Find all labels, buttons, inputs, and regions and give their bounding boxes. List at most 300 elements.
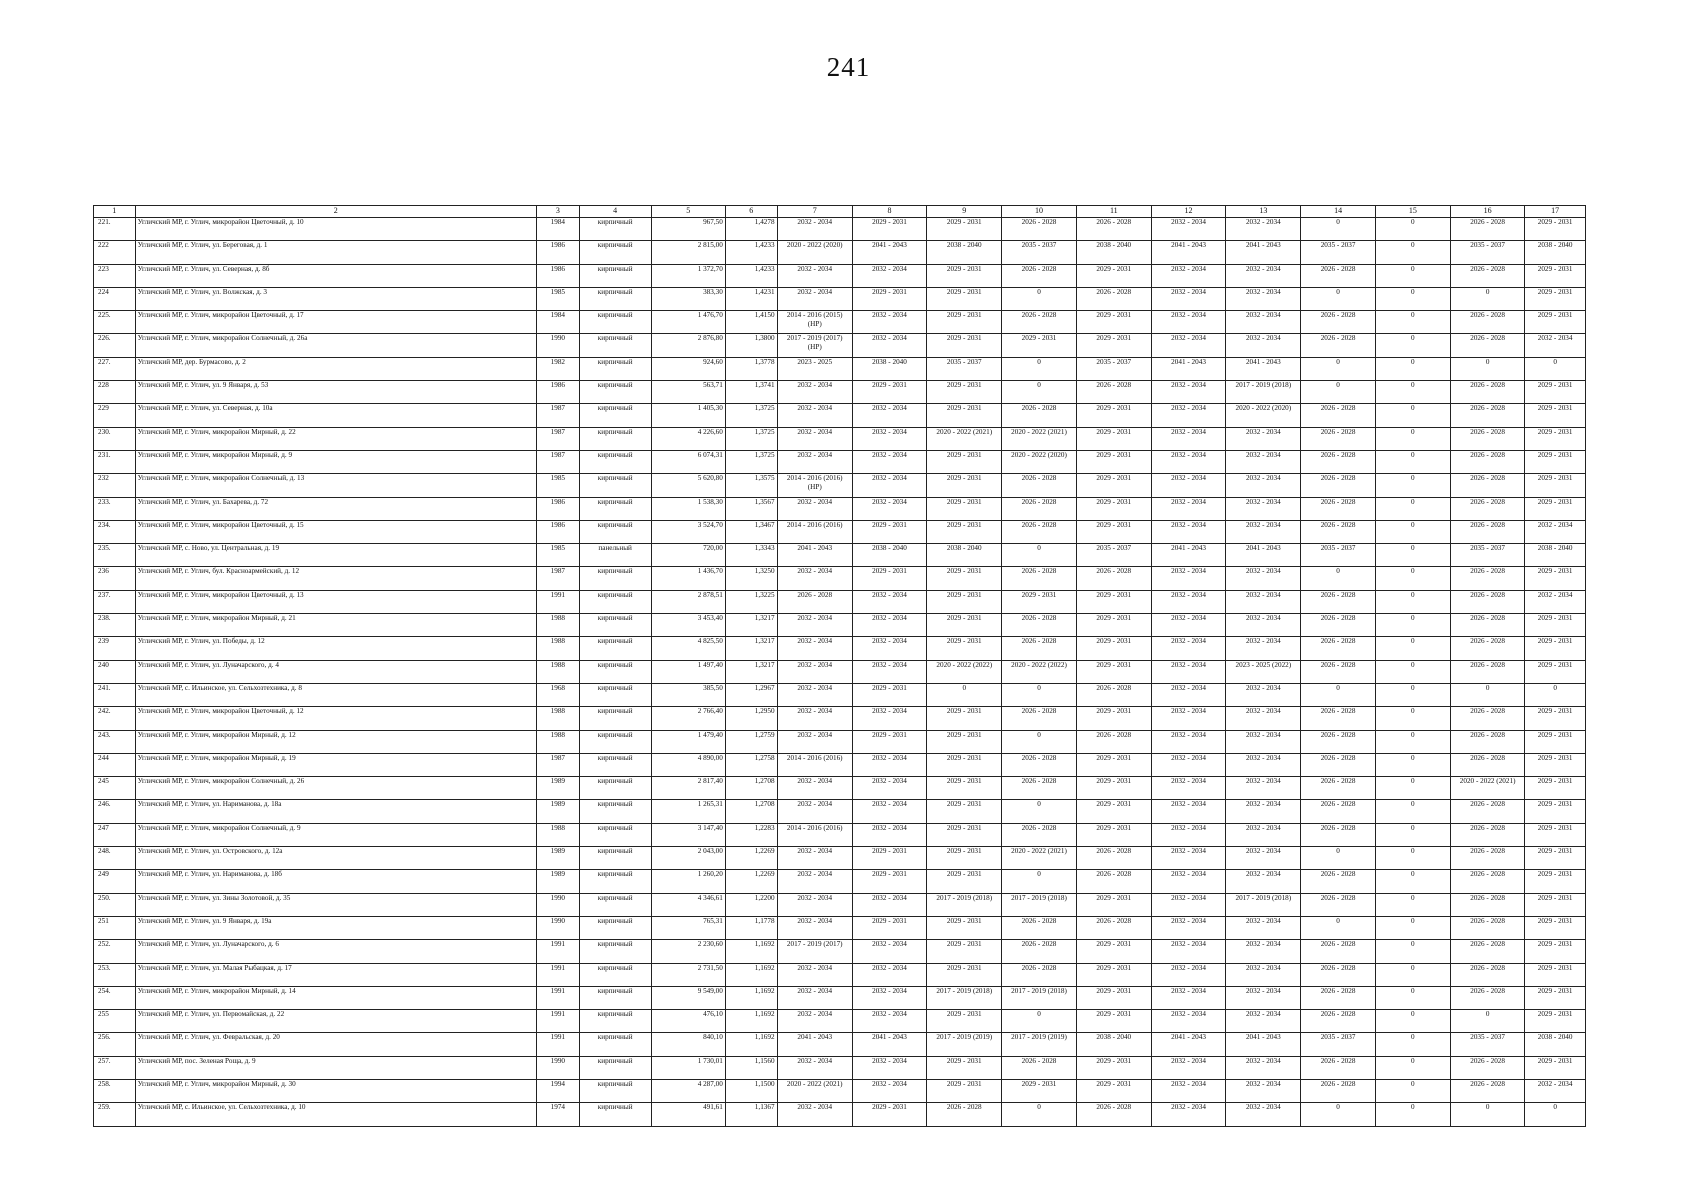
period-col-9-cell: 2029 - 2031	[927, 311, 1002, 334]
area-cell: 2 043,00	[651, 847, 725, 870]
period-col-16-cell: 2035 - 2037	[1451, 1033, 1525, 1056]
address-cell: Угличский МР, г. Углич, микрорайон Мирный, д. 22	[135, 427, 536, 450]
address-cell: Угличский МР, с. Ново, ул. Центральная, д. 19	[135, 544, 536, 567]
period-col-14-cell: 0	[1301, 1103, 1375, 1126]
priority-index-cell: 1,3217	[725, 614, 777, 637]
period-col-13-cell: 2032 - 2034	[1226, 264, 1301, 287]
period-col-17-cell: 2029 - 2031	[1525, 986, 1586, 1009]
period-col-17-cell: 2029 - 2031	[1525, 381, 1586, 404]
period-col-11-cell: 2029 - 2031	[1076, 800, 1151, 823]
period-col-16-cell: 0	[1451, 1010, 1525, 1033]
area-cell: 2 731,50	[651, 963, 725, 986]
column-header-6: 6	[725, 206, 777, 218]
period-col-9-cell: 2038 - 2040	[927, 241, 1002, 264]
build-year-cell: 1990	[536, 916, 579, 939]
build-year-cell: 1989	[536, 777, 579, 800]
period-col-14-cell: 2026 - 2028	[1301, 707, 1375, 730]
period-col-10-cell: 2026 - 2028	[1002, 940, 1076, 963]
period-col-15-cell: 0	[1375, 311, 1450, 334]
period-col-9-cell: 2029 - 2031	[927, 847, 1002, 870]
address-cell: Угличский МР, г. Углич, микрорайон Солнечный, д. 9	[135, 823, 536, 846]
period-col-14-cell: 2026 - 2028	[1301, 404, 1375, 427]
period-col-10-cell: 2026 - 2028	[1002, 637, 1076, 660]
period-col-8-cell: 2029 - 2031	[852, 218, 926, 241]
period-col-13-cell: 2032 - 2034	[1226, 940, 1301, 963]
column-header-15: 15	[1375, 206, 1450, 218]
period-col-14-cell: 2035 - 2037	[1301, 544, 1375, 567]
build-year-cell: 1986	[536, 241, 579, 264]
period-col-8-cell: 2032 - 2034	[852, 777, 926, 800]
period-col-9-cell: 2029 - 2031	[927, 1079, 1002, 1102]
build-year-cell: 1990	[536, 1056, 579, 1079]
period-col-12-cell: 2032 - 2034	[1151, 334, 1225, 357]
address-cell: Угличский МР, с. Ильинское, ул. Сельхозтехника, д. 8	[135, 683, 536, 706]
period-col-16-cell: 2026 - 2028	[1451, 497, 1525, 520]
column-header-16: 16	[1451, 206, 1525, 218]
period-col-11-cell: 2029 - 2031	[1076, 474, 1151, 497]
period-col-8-cell: 2038 - 2040	[852, 544, 926, 567]
period-col-8-cell: 2032 - 2034	[852, 823, 926, 846]
priority-index-cell: 1,3725	[725, 404, 777, 427]
wall-material-cell: кирпичный	[579, 637, 651, 660]
period-col-10-cell: 2020 - 2022 (2021)	[1002, 427, 1076, 450]
table-row	[94, 287, 1586, 310]
period-col-15-cell: 0	[1375, 847, 1450, 870]
priority-index-cell: 1,1692	[725, 963, 777, 986]
priority-index-cell: 1,2708	[725, 800, 777, 823]
wall-material-cell: кирпичный	[579, 1010, 651, 1033]
area-cell: 720,00	[651, 544, 725, 567]
period-col-12-cell: 2032 - 2034	[1151, 986, 1225, 1009]
build-year-cell: 1985	[536, 544, 579, 567]
period-col-8-cell: 2029 - 2031	[852, 916, 926, 939]
period-col-11-cell: 2029 - 2031	[1076, 893, 1151, 916]
period-col-11-cell: 2029 - 2031	[1076, 1079, 1151, 1102]
period-col-15-cell: 0	[1375, 590, 1450, 613]
build-year-cell: 1968	[536, 683, 579, 706]
wall-material-cell: кирпичный	[579, 730, 651, 753]
period-col-16-cell: 2026 - 2028	[1451, 218, 1525, 241]
period-col-13-cell: 2032 - 2034	[1226, 427, 1301, 450]
period-col-12-cell: 2032 - 2034	[1151, 427, 1225, 450]
period-col-12-cell: 2032 - 2034	[1151, 381, 1225, 404]
address-cell: Угличский МР, г. Углич, микрорайон Мирный, д. 30	[135, 1079, 536, 1102]
table-row	[94, 1103, 1586, 1126]
period-col-14-cell: 0	[1301, 916, 1375, 939]
build-year-cell: 1984	[536, 218, 579, 241]
period-col-7-cell: 2032 - 2034	[777, 683, 852, 706]
row-number-cell: 253.	[94, 963, 136, 986]
period-col-10-cell: 2026 - 2028	[1002, 264, 1076, 287]
period-col-7-cell: 2032 - 2034	[777, 847, 852, 870]
period-col-16-cell: 2026 - 2028	[1451, 986, 1525, 1009]
period-col-11-cell: 2029 - 2031	[1076, 753, 1151, 776]
period-col-7-cell: 2032 - 2034	[777, 870, 852, 893]
row-number-cell: 226.	[94, 334, 136, 357]
priority-index-cell: 1,1560	[725, 1056, 777, 1079]
period-col-9-cell: 2038 - 2040	[927, 544, 1002, 567]
period-col-9-cell: 2020 - 2022 (2022)	[927, 660, 1002, 683]
period-col-14-cell: 2026 - 2028	[1301, 963, 1375, 986]
build-year-cell: 1991	[536, 963, 579, 986]
period-col-8-cell: 2032 - 2034	[852, 474, 926, 497]
period-col-15-cell: 0	[1375, 893, 1450, 916]
period-col-12-cell: 2032 - 2034	[1151, 730, 1225, 753]
period-col-9-cell: 2029 - 2031	[927, 450, 1002, 473]
column-header-7: 7	[777, 206, 852, 218]
period-col-9-cell: 2020 - 2022 (2021)	[927, 427, 1002, 450]
period-col-7-cell: 2032 - 2034	[777, 963, 852, 986]
period-col-9-cell: 2029 - 2031	[927, 590, 1002, 613]
wall-material-cell: кирпичный	[579, 963, 651, 986]
row-number-cell: 248.	[94, 847, 136, 870]
period-col-8-cell: 2032 - 2034	[852, 986, 926, 1009]
period-col-12-cell: 2032 - 2034	[1151, 893, 1225, 916]
priority-index-cell: 1,3225	[725, 590, 777, 613]
column-header-11: 11	[1076, 206, 1151, 218]
period-col-11-cell: 2026 - 2028	[1076, 847, 1151, 870]
period-col-9-cell: 2029 - 2031	[927, 264, 1002, 287]
period-col-9-cell: 2029 - 2031	[927, 823, 1002, 846]
period-col-7-cell: 2032 - 2034	[777, 893, 852, 916]
priority-index-cell: 1,1778	[725, 916, 777, 939]
period-col-13-cell: 2032 - 2034	[1226, 474, 1301, 497]
period-col-14-cell: 2026 - 2028	[1301, 777, 1375, 800]
period-col-17-cell: 2038 - 2040	[1525, 1033, 1586, 1056]
table-row	[94, 357, 1586, 380]
priority-index-cell: 1,2950	[725, 707, 777, 730]
table-row	[94, 963, 1586, 986]
period-col-15-cell: 0	[1375, 707, 1450, 730]
address-cell: Угличский МР, г. Углич, ул. Луначарского, д. 4	[135, 660, 536, 683]
period-col-15-cell: 0	[1375, 683, 1450, 706]
period-col-7-cell: 2020 - 2022 (2021)	[777, 1079, 852, 1102]
period-col-16-cell: 2026 - 2028	[1451, 474, 1525, 497]
period-col-9-cell: 2029 - 2031	[927, 800, 1002, 823]
period-col-13-cell: 2023 - 2025 (2022)	[1226, 660, 1301, 683]
period-col-12-cell: 2032 - 2034	[1151, 1010, 1225, 1033]
address-cell: Угличский МР, г. Углич, ул. Луначарского, д. 6	[135, 940, 536, 963]
period-col-16-cell: 2026 - 2028	[1451, 404, 1525, 427]
period-col-11-cell: 2029 - 2031	[1076, 660, 1151, 683]
period-col-8-cell: 2029 - 2031	[852, 567, 926, 590]
period-col-17-cell: 2029 - 2031	[1525, 450, 1586, 473]
period-col-17-cell: 2029 - 2031	[1525, 753, 1586, 776]
row-number-cell: 228	[94, 381, 136, 404]
row-number-cell: 238.	[94, 614, 136, 637]
period-col-17-cell: 2029 - 2031	[1525, 404, 1586, 427]
period-col-8-cell: 2032 - 2034	[852, 753, 926, 776]
area-cell: 765,31	[651, 916, 725, 939]
period-col-14-cell: 2026 - 2028	[1301, 1079, 1375, 1102]
table-row	[94, 241, 1586, 264]
period-col-16-cell: 2026 - 2028	[1451, 707, 1525, 730]
period-col-9-cell: 2029 - 2031	[927, 777, 1002, 800]
period-col-13-cell: 2032 - 2034	[1226, 916, 1301, 939]
period-col-12-cell: 2032 - 2034	[1151, 450, 1225, 473]
row-number-cell: 222	[94, 241, 136, 264]
period-col-14-cell: 0	[1301, 218, 1375, 241]
area-cell: 4 226,60	[651, 427, 725, 450]
period-col-7-cell: 2014 - 2016 (2016)	[777, 823, 852, 846]
period-col-15-cell: 0	[1375, 1033, 1450, 1056]
priority-index-cell: 1,3567	[725, 497, 777, 520]
period-col-14-cell: 2026 - 2028	[1301, 474, 1375, 497]
priority-index-cell: 1,4233	[725, 264, 777, 287]
table-row	[94, 404, 1586, 427]
period-col-8-cell: 2032 - 2034	[852, 963, 926, 986]
row-number-cell: 256.	[94, 1033, 136, 1056]
address-cell: Угличский МР, г. Углич, бул. Красноармейский, д. 12	[135, 567, 536, 590]
period-col-10-cell: 2029 - 2031	[1002, 1079, 1076, 1102]
wall-material-cell: кирпичный	[579, 753, 651, 776]
wall-material-cell: кирпичный	[579, 707, 651, 730]
address-cell: Угличский МР, г. Углич, ул. Нариманова, д. 18б	[135, 870, 536, 893]
period-col-17-cell: 2029 - 2031	[1525, 1056, 1586, 1079]
period-col-16-cell: 2026 - 2028	[1451, 870, 1525, 893]
row-number-cell: 230.	[94, 427, 136, 450]
period-col-16-cell: 2026 - 2028	[1451, 730, 1525, 753]
period-col-12-cell: 2032 - 2034	[1151, 870, 1225, 893]
period-col-9-cell: 2029 - 2031	[927, 707, 1002, 730]
period-col-10-cell: 2029 - 2031	[1002, 334, 1076, 357]
period-col-13-cell: 2032 - 2034	[1226, 311, 1301, 334]
priority-index-cell: 1,4150	[725, 311, 777, 334]
period-col-7-cell: 2014 - 2016 (2016) (НР)	[777, 474, 852, 497]
period-col-13-cell: 2032 - 2034	[1226, 334, 1301, 357]
period-col-11-cell: 2026 - 2028	[1076, 916, 1151, 939]
period-col-17-cell: 2032 - 2034	[1525, 334, 1586, 357]
row-number-cell: 221.	[94, 218, 136, 241]
area-cell: 383,30	[651, 287, 725, 310]
address-cell: Угличский МР, г. Углич, микрорайон Цветочный, д. 15	[135, 520, 536, 543]
period-col-17-cell: 2029 - 2031	[1525, 474, 1586, 497]
table-body	[94, 218, 1586, 1127]
wall-material-cell: кирпичный	[579, 683, 651, 706]
period-col-14-cell: 2026 - 2028	[1301, 660, 1375, 683]
period-col-17-cell: 2029 - 2031	[1525, 1010, 1586, 1033]
period-col-14-cell: 2026 - 2028	[1301, 497, 1375, 520]
period-col-14-cell: 0	[1301, 287, 1375, 310]
period-col-14-cell: 2026 - 2028	[1301, 800, 1375, 823]
period-col-13-cell: 2032 - 2034	[1226, 847, 1301, 870]
column-header-5: 5	[651, 206, 725, 218]
build-year-cell: 1987	[536, 567, 579, 590]
period-col-15-cell: 0	[1375, 1056, 1450, 1079]
period-col-15-cell: 0	[1375, 1079, 1450, 1102]
period-col-12-cell: 2032 - 2034	[1151, 753, 1225, 776]
period-col-12-cell: 2032 - 2034	[1151, 707, 1225, 730]
period-col-14-cell: 2026 - 2028	[1301, 986, 1375, 1009]
period-col-17-cell: 2029 - 2031	[1525, 870, 1586, 893]
period-col-11-cell: 2029 - 2031	[1076, 590, 1151, 613]
period-col-11-cell: 2026 - 2028	[1076, 1103, 1151, 1126]
period-col-10-cell: 2020 - 2022 (2020)	[1002, 450, 1076, 473]
period-col-16-cell: 0	[1451, 683, 1525, 706]
period-col-13-cell: 2041 - 2043	[1226, 544, 1301, 567]
address-cell: Угличский МР, г. Углич, ул. Зины Золотовой, д. 35	[135, 893, 536, 916]
build-year-cell: 1989	[536, 847, 579, 870]
table-row	[94, 847, 1586, 870]
row-number-cell: 247	[94, 823, 136, 846]
period-col-14-cell: 0	[1301, 683, 1375, 706]
period-col-8-cell: 2032 - 2034	[852, 940, 926, 963]
period-col-14-cell: 2026 - 2028	[1301, 730, 1375, 753]
address-cell: Угличский МР, г. Углич, микрорайон Мирный, д. 14	[135, 986, 536, 1009]
period-col-17-cell: 2029 - 2031	[1525, 427, 1586, 450]
priority-index-cell: 1,3250	[725, 567, 777, 590]
priority-index-cell: 1,1692	[725, 986, 777, 1009]
priority-index-cell: 1,2758	[725, 753, 777, 776]
priority-index-cell: 1,4233	[725, 241, 777, 264]
build-year-cell: 1991	[536, 940, 579, 963]
table-row	[94, 497, 1586, 520]
period-col-9-cell: 2029 - 2031	[927, 637, 1002, 660]
period-col-10-cell: 2020 - 2022 (2021)	[1002, 847, 1076, 870]
period-col-16-cell: 2026 - 2028	[1451, 916, 1525, 939]
period-col-14-cell: 2026 - 2028	[1301, 1056, 1375, 1079]
row-number-cell: 257.	[94, 1056, 136, 1079]
priority-index-cell: 1,2967	[725, 683, 777, 706]
period-col-8-cell: 2029 - 2031	[852, 381, 926, 404]
wall-material-cell: кирпичный	[579, 474, 651, 497]
area-cell: 3 524,70	[651, 520, 725, 543]
period-col-13-cell: 2032 - 2034	[1226, 637, 1301, 660]
area-cell: 2 815,00	[651, 241, 725, 264]
period-col-14-cell: 2026 - 2028	[1301, 311, 1375, 334]
period-col-11-cell: 2029 - 2031	[1076, 637, 1151, 660]
period-col-14-cell: 2026 - 2028	[1301, 264, 1375, 287]
period-col-12-cell: 2032 - 2034	[1151, 614, 1225, 637]
period-col-13-cell: 2032 - 2034	[1226, 614, 1301, 637]
wall-material-cell: кирпичный	[579, 847, 651, 870]
row-number-cell: 242.	[94, 707, 136, 730]
period-col-10-cell: 2026 - 2028	[1002, 474, 1076, 497]
table-row	[94, 264, 1586, 287]
period-col-15-cell: 0	[1375, 986, 1450, 1009]
row-number-cell: 227.	[94, 357, 136, 380]
period-col-16-cell: 2026 - 2028	[1451, 381, 1525, 404]
period-col-17-cell: 2029 - 2031	[1525, 497, 1586, 520]
priority-index-cell: 1,3575	[725, 474, 777, 497]
period-col-12-cell: 2032 - 2034	[1151, 287, 1225, 310]
period-col-10-cell: 0	[1002, 730, 1076, 753]
period-col-10-cell: 2029 - 2031	[1002, 590, 1076, 613]
area-cell: 4 890,00	[651, 753, 725, 776]
period-col-7-cell: 2014 - 2016 (2015) (НР)	[777, 311, 852, 334]
address-cell: Угличский МР, г. Углич, ул. Северная, д. 8б	[135, 264, 536, 287]
period-col-17-cell: 2029 - 2031	[1525, 823, 1586, 846]
period-col-8-cell: 2038 - 2040	[852, 357, 926, 380]
period-col-7-cell: 2032 - 2034	[777, 264, 852, 287]
row-number-cell: 259.	[94, 1103, 136, 1126]
period-col-17-cell: 2038 - 2040	[1525, 544, 1586, 567]
wall-material-cell: панельный	[579, 544, 651, 567]
area-cell: 1 476,70	[651, 311, 725, 334]
period-col-15-cell: 0	[1375, 264, 1450, 287]
period-col-13-cell: 2032 - 2034	[1226, 707, 1301, 730]
period-col-10-cell: 2026 - 2028	[1002, 753, 1076, 776]
build-year-cell: 1991	[536, 590, 579, 613]
period-col-17-cell: 0	[1525, 683, 1586, 706]
period-col-10-cell: 2026 - 2028	[1002, 777, 1076, 800]
period-col-15-cell: 0	[1375, 357, 1450, 380]
period-col-13-cell: 2041 - 2043	[1226, 1033, 1301, 1056]
period-col-15-cell: 0	[1375, 963, 1450, 986]
period-col-11-cell: 2038 - 2040	[1076, 1033, 1151, 1056]
column-header-12: 12	[1151, 206, 1225, 218]
period-col-10-cell: 2026 - 2028	[1002, 311, 1076, 334]
period-col-10-cell: 2026 - 2028	[1002, 497, 1076, 520]
period-col-13-cell: 2032 - 2034	[1226, 823, 1301, 846]
area-cell: 1 436,70	[651, 567, 725, 590]
period-col-12-cell: 2032 - 2034	[1151, 1056, 1225, 1079]
column-header-10: 10	[1002, 206, 1076, 218]
period-col-13-cell: 2020 - 2022 (2020)	[1226, 404, 1301, 427]
period-col-7-cell: 2032 - 2034	[777, 660, 852, 683]
wall-material-cell: кирпичный	[579, 940, 651, 963]
period-col-17-cell: 2029 - 2031	[1525, 287, 1586, 310]
priority-index-cell: 1,1692	[725, 1010, 777, 1033]
wall-material-cell: кирпичный	[579, 777, 651, 800]
period-col-15-cell: 0	[1375, 753, 1450, 776]
period-col-7-cell: 2032 - 2034	[777, 1103, 852, 1126]
period-col-8-cell: 2041 - 2043	[852, 241, 926, 264]
period-col-16-cell: 2026 - 2028	[1451, 590, 1525, 613]
area-cell: 3 453,40	[651, 614, 725, 637]
table-row	[94, 916, 1586, 939]
build-year-cell: 1974	[536, 1103, 579, 1126]
period-col-12-cell: 2032 - 2034	[1151, 497, 1225, 520]
period-col-16-cell: 2026 - 2028	[1451, 334, 1525, 357]
priority-index-cell: 1,2269	[725, 870, 777, 893]
period-col-10-cell: 2017 - 2019 (2018)	[1002, 893, 1076, 916]
row-number-cell: 255	[94, 1010, 136, 1033]
period-col-7-cell: 2032 - 2034	[777, 916, 852, 939]
period-col-7-cell: 2032 - 2034	[777, 707, 852, 730]
table-row	[94, 427, 1586, 450]
period-col-16-cell: 2026 - 2028	[1451, 963, 1525, 986]
period-col-10-cell: 2026 - 2028	[1002, 823, 1076, 846]
area-cell: 9 549,00	[651, 986, 725, 1009]
area-cell: 1 538,30	[651, 497, 725, 520]
period-col-12-cell: 2041 - 2043	[1151, 241, 1225, 264]
period-col-12-cell: 2032 - 2034	[1151, 218, 1225, 241]
row-number-cell: 240	[94, 660, 136, 683]
period-col-7-cell: 2032 - 2034	[777, 1010, 852, 1033]
period-col-15-cell: 0	[1375, 637, 1450, 660]
priority-index-cell: 1,2269	[725, 847, 777, 870]
period-col-10-cell: 0	[1002, 1010, 1076, 1033]
period-col-13-cell: 2032 - 2034	[1226, 1103, 1301, 1126]
period-col-11-cell: 2029 - 2031	[1076, 264, 1151, 287]
table-header	[94, 206, 1586, 218]
period-col-7-cell: 2014 - 2016 (2016)	[777, 520, 852, 543]
period-col-17-cell: 2032 - 2034	[1525, 520, 1586, 543]
period-col-15-cell: 0	[1375, 474, 1450, 497]
period-col-14-cell: 2026 - 2028	[1301, 753, 1375, 776]
period-col-10-cell: 0	[1002, 870, 1076, 893]
period-col-11-cell: 2029 - 2031	[1076, 311, 1151, 334]
priority-index-cell: 1,2708	[725, 777, 777, 800]
period-col-10-cell: 2035 - 2037	[1002, 241, 1076, 264]
period-col-17-cell: 2038 - 2040	[1525, 241, 1586, 264]
period-col-12-cell: 2041 - 2043	[1151, 1033, 1225, 1056]
period-col-13-cell: 2017 - 2019 (2018)	[1226, 381, 1301, 404]
period-col-15-cell: 0	[1375, 497, 1450, 520]
priority-index-cell: 1,3467	[725, 520, 777, 543]
row-number-cell: 244	[94, 753, 136, 776]
